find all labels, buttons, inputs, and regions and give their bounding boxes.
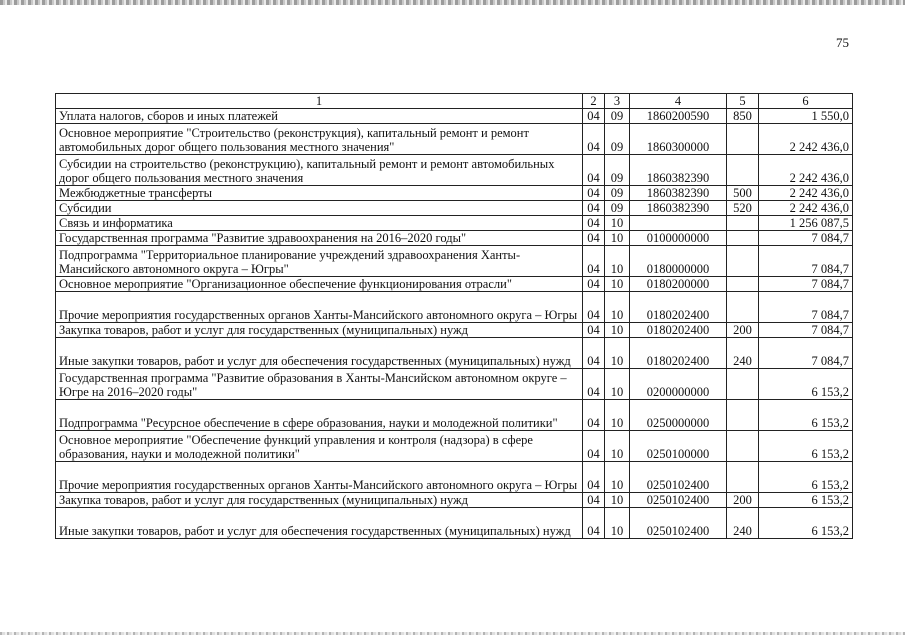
row-name-cell: Субсидии: [56, 201, 583, 216]
amount-cell: 6 153,2: [759, 431, 853, 462]
target-article-code-cell: 1860382390: [630, 201, 727, 216]
row-name-cell: Связь и информатика: [56, 216, 583, 231]
row-name-cell: Основное мероприятие "Организационное обеспечение функционирования отрасли": [56, 277, 583, 292]
row-name-cell: Межбюджетные трансферты: [56, 186, 583, 201]
target-article-code-cell: 1860300000: [630, 124, 727, 155]
target-article-code-cell: 0250100000: [630, 431, 727, 462]
subsection-code-cell: 10: [605, 508, 630, 539]
table-row: [56, 124, 853, 155]
amount-cell: 6 153,2: [759, 508, 853, 539]
expense-type-code-cell: [727, 400, 759, 431]
table-row: [56, 462, 853, 493]
table-row: [56, 216, 853, 231]
target-article-code-cell: 0180202400: [630, 338, 727, 369]
table-row: [56, 508, 853, 539]
table-row: [56, 246, 853, 277]
target-article-code-cell: 1860382390: [630, 186, 727, 201]
scan-bottom-edge: [0, 632, 905, 635]
target-article-code-cell: 0250000000: [630, 400, 727, 431]
amount-cell: 7 084,7: [759, 277, 853, 292]
row-name-cell: Основное мероприятие "Обеспечение функций управления и контроля (надзора) в сфере образования, науки и молодежной политики": [56, 431, 583, 462]
expense-type-code-cell: 500: [727, 186, 759, 201]
target-article-code-cell: 0250102400: [630, 493, 727, 508]
target-article-code-cell: 0180000000: [630, 246, 727, 277]
section-code-cell: 04: [583, 462, 605, 493]
section-code-cell: 04: [583, 124, 605, 155]
column-header-6: 6: [759, 94, 853, 109]
amount-cell: 7 084,7: [759, 292, 853, 323]
expense-type-code-cell: 520: [727, 201, 759, 216]
table-row: [56, 155, 853, 186]
expense-type-code-cell: [727, 277, 759, 292]
row-name-cell: Прочие мероприятия государственных органов Ханты-Мансийского автономного округа – Югры: [56, 462, 583, 493]
target-article-code-cell: 0180202400: [630, 323, 727, 338]
amount-cell: 7 084,7: [759, 231, 853, 246]
amount-cell: 1 550,0: [759, 109, 853, 124]
expense-type-code-cell: [727, 462, 759, 493]
amount-cell: 2 242 436,0: [759, 201, 853, 216]
amount-cell: 2 242 436,0: [759, 186, 853, 201]
expense-type-code-cell: [727, 155, 759, 186]
section-code-cell: 04: [583, 109, 605, 124]
table-row: [56, 201, 853, 216]
section-code-cell: 04: [583, 338, 605, 369]
table-row: [56, 323, 853, 338]
row-name-cell: Государственная программа "Развитие образования в Ханты-Мансийском автономном округе – Югре на 2016–2020 годы": [56, 369, 583, 400]
subsection-code-cell: 10: [605, 246, 630, 277]
section-code-cell: 04: [583, 186, 605, 201]
expense-type-code-cell: 850: [727, 109, 759, 124]
subsection-code-cell: 09: [605, 201, 630, 216]
table-row: [56, 400, 853, 431]
section-code-cell: 04: [583, 431, 605, 462]
section-code-cell: 04: [583, 216, 605, 231]
target-article-code-cell: 0200000000: [630, 369, 727, 400]
section-code-cell: 04: [583, 292, 605, 323]
table-row: [56, 431, 853, 462]
amount-cell: 6 153,2: [759, 400, 853, 431]
subsection-code-cell: 10: [605, 400, 630, 431]
expense-type-code-cell: [727, 292, 759, 323]
target-article-code-cell: 0250102400: [630, 462, 727, 493]
expense-type-code-cell: [727, 246, 759, 277]
table-row: [56, 292, 853, 323]
expense-type-code-cell: [727, 124, 759, 155]
expense-type-code-cell: 200: [727, 323, 759, 338]
scan-top-edge: [0, 0, 905, 5]
target-article-code-cell: 0100000000: [630, 231, 727, 246]
amount-cell: 7 084,7: [759, 338, 853, 369]
table-header-row: [56, 94, 853, 109]
table-row: [56, 231, 853, 246]
table-row: [56, 493, 853, 508]
expense-type-code-cell: 240: [727, 338, 759, 369]
subsection-code-cell: 10: [605, 292, 630, 323]
table-row: [56, 277, 853, 292]
target-article-code-cell: 1860382390: [630, 155, 727, 186]
table-row: [56, 338, 853, 369]
section-code-cell: 04: [583, 155, 605, 186]
section-code-cell: 04: [583, 323, 605, 338]
amount-cell: 2 242 436,0: [759, 155, 853, 186]
target-article-code-cell: 1860200590: [630, 109, 727, 124]
subsection-code-cell: 10: [605, 338, 630, 369]
row-name-cell: Закупка товаров, работ и услуг для государственных (муниципальных) нужд: [56, 493, 583, 508]
section-code-cell: 04: [583, 231, 605, 246]
amount-cell: 7 084,7: [759, 246, 853, 277]
budget-table: [55, 93, 853, 539]
expense-type-code-cell: [727, 216, 759, 231]
row-name-cell: Подпрограмма "Территориальное планирование учреждений здравоохранения Ханты-Мансийского автономного округа – Югры": [56, 246, 583, 277]
section-code-cell: 04: [583, 400, 605, 431]
table-row: [56, 186, 853, 201]
row-name-cell: Уплата налогов, сборов и иных платежей: [56, 109, 583, 124]
subsection-code-cell: 10: [605, 216, 630, 231]
subsection-code-cell: 10: [605, 493, 630, 508]
page-number: 75: [836, 35, 849, 50]
section-code-cell: 04: [583, 201, 605, 216]
expense-type-code-cell: [727, 431, 759, 462]
table-body: [56, 109, 853, 539]
row-name-cell: Основное мероприятие "Строительство (реконструкция), капитальный ремонт и ремонт автомобильных дорог общего пользования местного значения": [56, 124, 583, 155]
column-header-2: 2: [583, 94, 605, 109]
column-header-5: 5: [727, 94, 759, 109]
row-name-cell: Закупка товаров, работ и услуг для государственных (муниципальных) нужд: [56, 323, 583, 338]
target-article-code-cell: 0180202400: [630, 292, 727, 323]
section-code-cell: 04: [583, 493, 605, 508]
subsection-code-cell: 10: [605, 431, 630, 462]
section-code-cell: 04: [583, 508, 605, 539]
amount-cell: 6 153,2: [759, 493, 853, 508]
subsection-code-cell: 10: [605, 323, 630, 338]
subsection-code-cell: 10: [605, 277, 630, 292]
target-article-code-cell: 0250102400: [630, 508, 727, 539]
table-row: [56, 369, 853, 400]
subsection-code-cell: 09: [605, 186, 630, 201]
section-code-cell: 04: [583, 369, 605, 400]
row-name-cell: Прочие мероприятия государственных органов Ханты-Мансийского автономного округа – Югры: [56, 292, 583, 323]
subsection-code-cell: 10: [605, 231, 630, 246]
column-header-4: 4: [630, 94, 727, 109]
target-article-code-cell: 0180200000: [630, 277, 727, 292]
subsection-code-cell: 09: [605, 155, 630, 186]
column-header-3: 3: [605, 94, 630, 109]
amount-cell: 7 084,7: [759, 323, 853, 338]
column-header-1: 1: [56, 94, 583, 109]
expense-type-code-cell: [727, 369, 759, 400]
amount-cell: 2 242 436,0: [759, 124, 853, 155]
target-article-code-cell: [630, 216, 727, 231]
expense-type-code-cell: 240: [727, 508, 759, 539]
row-name-cell: Иные закупки товаров, работ и услуг для обеспечения государственных (муниципальных) нужд: [56, 508, 583, 539]
table-row: [56, 109, 853, 124]
subsection-code-cell: 10: [605, 369, 630, 400]
row-name-cell: Иные закупки товаров, работ и услуг для обеспечения государственных (муниципальных) нужд: [56, 338, 583, 369]
section-code-cell: 04: [583, 246, 605, 277]
subsection-code-cell: 09: [605, 109, 630, 124]
row-name-cell: Субсидии на строительство (реконструкцию), капитальный ремонт и ремонт автомобильных дорог общего пользования местного значения: [56, 155, 583, 186]
subsection-code-cell: 10: [605, 462, 630, 493]
amount-cell: 6 153,2: [759, 369, 853, 400]
subsection-code-cell: 09: [605, 124, 630, 155]
amount-cell: 1 256 087,5: [759, 216, 853, 231]
expense-type-code-cell: 200: [727, 493, 759, 508]
row-name-cell: Подпрограмма "Ресурсное обеспечение в сфере образования, науки и молодежной политики": [56, 400, 583, 431]
amount-cell: 6 153,2: [759, 462, 853, 493]
row-name-cell: Государственная программа "Развитие здравоохранения на 2016–2020 годы": [56, 231, 583, 246]
expense-type-code-cell: [727, 231, 759, 246]
section-code-cell: 04: [583, 277, 605, 292]
